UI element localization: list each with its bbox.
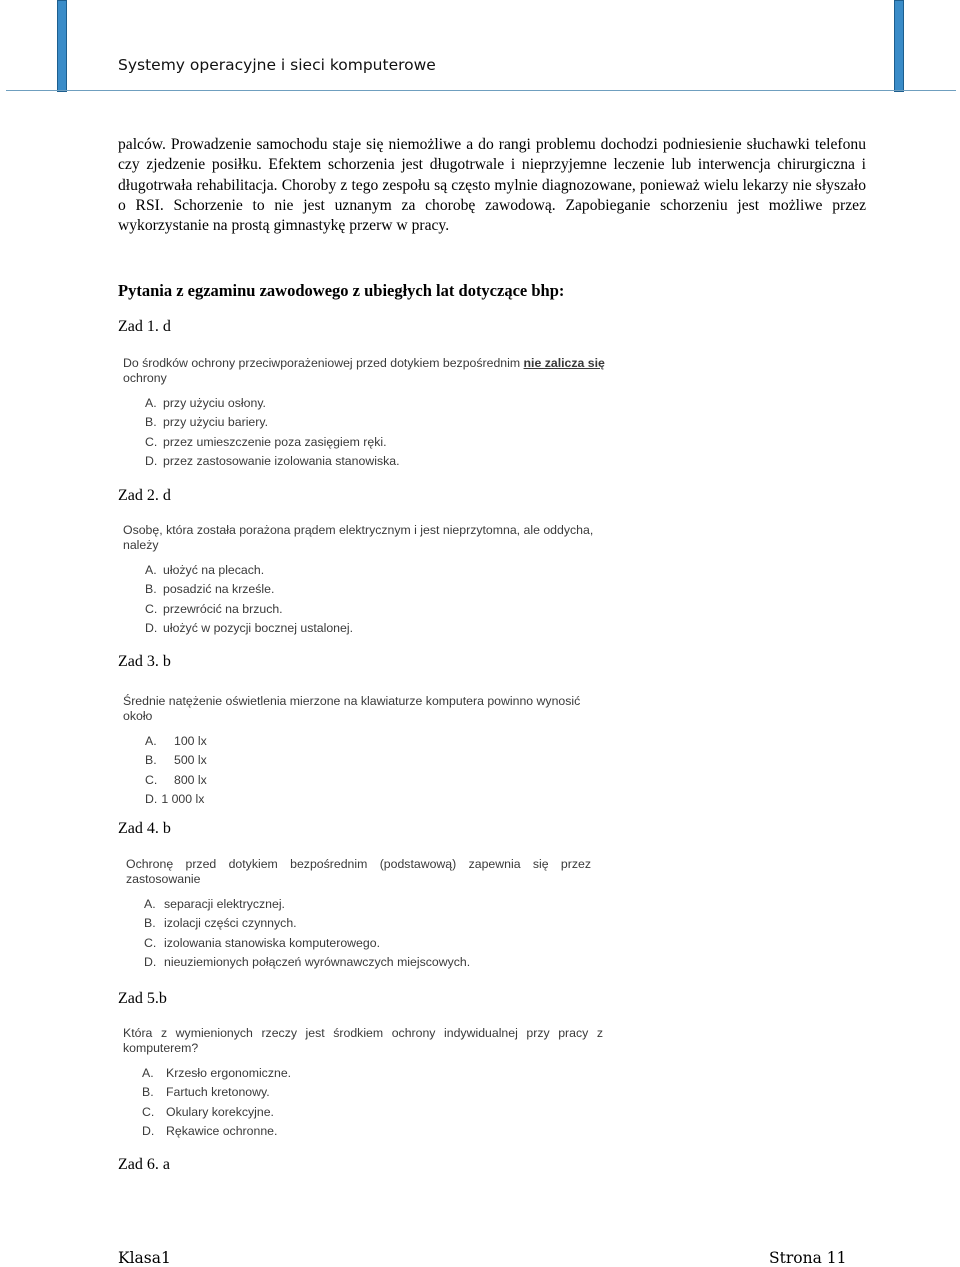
option-2d: D. ułożyć w pozycji bocznej ustalonej. <box>145 621 354 636</box>
question-stem-1: Do środków ochrony przeciwporażeniowej przed dotykiem bezpośrednim nie zalicza się ochrony <box>123 356 605 385</box>
question-block-5 <box>123 1026 603 1141</box>
option-3a: A. 100 lx <box>145 733 207 748</box>
question-block-3 <box>123 694 613 809</box>
question-block-2 <box>123 523 613 638</box>
option-4a: A. separacji elektrycznej. <box>144 896 285 911</box>
option-1c: C. przez umieszczenie poza zasięgiem ręki. <box>145 434 387 449</box>
stem-emphasis: nie zalicza się <box>523 356 605 370</box>
question-block-4 <box>126 857 591 972</box>
option-1b: B. przy użyciu bariery. <box>145 415 269 430</box>
question-label-4: Zad 4. b <box>118 820 171 837</box>
question-label-6: Zad 6. a <box>118 1156 170 1173</box>
option-1a: A. przy użyciu osłony. <box>145 395 266 410</box>
question-stem-2: Osobę, która została porażona prądem elektrycznym i jest nieprzytomna, ale oddycha, należy <box>123 523 594 552</box>
option-4c: C. izolowania stanowiska komputerowego. <box>144 935 380 950</box>
header-accent-bar-right <box>894 0 904 92</box>
header-accent-bar-left <box>57 0 67 92</box>
question-block-1 <box>123 356 613 471</box>
option-2c: C. przewrócić na brzuch. <box>145 601 283 616</box>
option-3d: D. 1 000 lx <box>145 792 205 807</box>
option-2a: A. ułożyć na plecach. <box>145 562 265 577</box>
body-paragraph: palców. Prowadzenie samochodu staje się niemożliwe a do rangi problemu dochodzi podniesienie słuchawki telefonu czy zjedzenie posiłku. Efektem schorzenia jest długotrwale i nieprzyjemne leczenie lub interwencja chirurgiczna i długotrwała rehabilitacja. Choroby z tego zespołu są często mylnie diagnozowane, ponieważ wielu lekarzy nie słyszało o RSI. Schorzenie to nie jest uznanym za chorobę zawodową. Zapobieganie schorzeniu jest możliwe przez wykorzystanie na prostą gimnastykę przerw w pracy. <box>118 136 866 235</box>
question-stem-3: Średnie natężenie oświetlenia mierzone na klawiaturze komputera powinno wynosić około <box>123 694 581 723</box>
footer-class-label: Klasa1 <box>118 1249 171 1267</box>
option-5d: D. Rękawice ochronne. <box>142 1124 278 1139</box>
option-5b: B. Fartuch kretonowy. <box>142 1085 270 1100</box>
option-2b: B. posadzić na krześle. <box>145 582 275 597</box>
option-3b: B. 500 lx <box>145 753 207 768</box>
question-label-3: Zad 3. b <box>118 653 171 670</box>
option-3c: C. 800 lx <box>145 772 207 787</box>
option-5a: A. Krzesło ergonomiczne. <box>142 1065 292 1080</box>
header-title: Systemy operacyjne i sieci komputerowe <box>118 56 436 74</box>
question-stem-5: Która z wymienionych rzeczy jest środkiem ochrony indywidualnej przy pracy z komputerem? <box>123 1026 603 1055</box>
section-title: Pytania z egzaminu zawodowego z ubiegłych lat dotyczące bhp: <box>118 281 565 300</box>
question-label-2: Zad 2. d <box>118 487 171 504</box>
option-1d: D. przez zastosowanie izolowania stanowiska. <box>145 454 400 469</box>
option-4b: B. izolacji części czynnych. <box>144 916 297 931</box>
question-label-5: Zad 5.b <box>118 990 167 1007</box>
question-label-1: Zad 1. d <box>118 318 171 335</box>
header-divider <box>6 90 956 91</box>
option-5c: C. Okulary korekcyjne. <box>142 1104 274 1119</box>
footer-page-number: Strona 11 <box>769 1249 847 1267</box>
option-4d: D. nieuziemionych połączeń wyrównawczych miejscowych. <box>144 955 471 970</box>
question-stem-4: Ochronę przed dotykiem bezpośrednim (podstawową) zapewnia się przez zastosowanie <box>126 857 591 886</box>
